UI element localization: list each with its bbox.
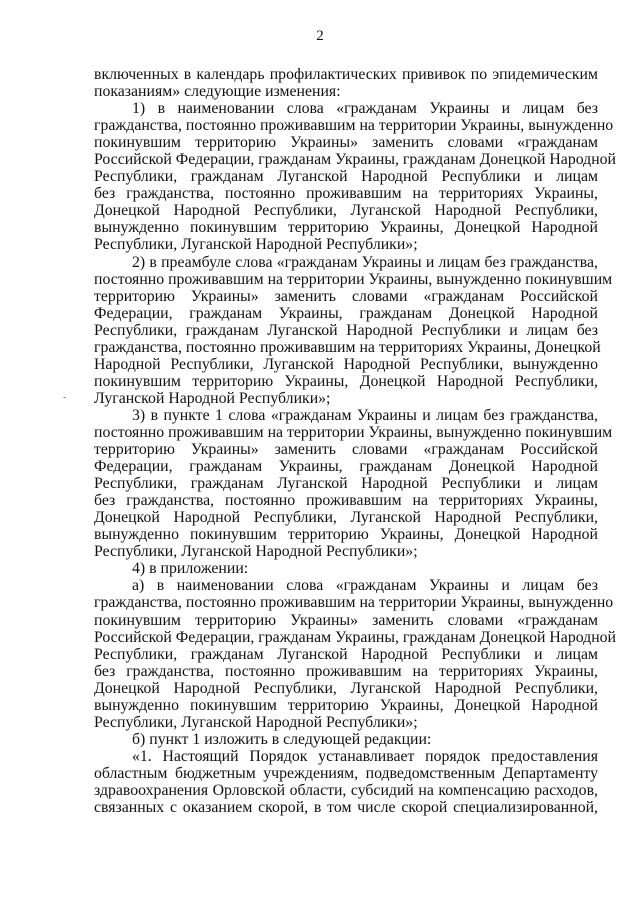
page-number: 2 [316, 28, 324, 44]
text-line: а) в наименовании слова «гражданам Украины и лицам без [132, 577, 598, 595]
text-line: вынужденно покинувшим территорию Украины, Донецкой Народной [94, 526, 598, 544]
text-line: 4) в приложении: [132, 560, 249, 578]
text-line: Республики, гражданам Луганской Народной Республики и лицам [94, 645, 598, 663]
text-line: Республики, гражданам Луганской Народной Республики и лицам [94, 475, 598, 493]
text-line: Народной Республики, Луганской Народной Республики, вынужденно [94, 355, 598, 373]
text-line: связанных с оказанием скорой, в том числе скорой специализированной, [94, 799, 598, 817]
text-line: гражданства, постоянно проживавшим на территории Украины, вынужденно [94, 117, 614, 135]
text-line: территорию Украины» заменить словами «гражданам Российской [94, 287, 598, 305]
text-line: Федерации, гражданам Украины, гражданам Донецкой Народной [94, 458, 598, 476]
text-line: территорию Украины» заменить словами «гражданам Российской [94, 441, 598, 459]
text-line: Донецкой Народной Республики, Луганской Народной Республики, [94, 202, 598, 220]
text-line: Российской Федерации, гражданам Украины, гражданам Донецкой Народной [94, 151, 616, 169]
text-line: гражданства, постоянно проживавшим на территориях Украины, Донецкой [94, 338, 601, 356]
text-line: Республики, гражданам Луганской Народной Республики и лицам [94, 168, 598, 186]
text-line: Республики, Луганской Народной Республики»; [94, 543, 418, 561]
text-line: Республики, Луганской Народной Республики»; [94, 236, 418, 254]
text-line: Российской Федерации, гражданам Украины, гражданам Донецкой Народной [94, 628, 616, 646]
text-line: показаниям» следующие изменения: [94, 83, 341, 101]
text-line: 2) в преамбуле слова «гражданам Украины и лицам без гражданства, [132, 253, 598, 271]
text-line: без гражданства, постоянно проживавшим на территориях Украины, [94, 492, 598, 510]
text-line: вынужденно покинувшим территорию Украины, Донецкой Народной [94, 696, 598, 714]
text-line: включенных в календарь профилактических прививок по эпидемическим [94, 66, 598, 83]
text-line: областным бюджетным учреждениям, подведомственным Департаменту [94, 764, 598, 782]
text-line: покинувшим территорию Украины, Донецкой Народной Республики, [94, 372, 598, 390]
text-line: «1. Настоящий Порядок устанавливает порядок предоставления [132, 747, 598, 765]
text-line: гражданства, постоянно проживавшим на территории Украины, вынужденно [94, 594, 614, 612]
text-line: 3) в пункте 1 слова «гражданам Украины и лицам без гражданства, [132, 406, 598, 424]
text-line: Республики, гражданам Луганской Народной Республики и лицам без [94, 321, 598, 339]
text-line: без гражданства, постоянно проживавшим на территориях Украины, [94, 185, 598, 203]
text-line: Донецкой Народной Республики, Луганской Народной Республики, [94, 509, 598, 527]
text-line: 1) в наименовании слова «гражданам Украины и лицам без [132, 100, 598, 118]
text-line: постоянно проживавшим на территории Украины, вынужденно покинувшим [94, 270, 613, 288]
margin-mark: - [63, 392, 67, 403]
text-line: Федерации, гражданам Украины, гражданам Донецкой Народной [94, 304, 598, 322]
text-line: Луганской Народной Республики»; [94, 389, 331, 407]
text-line: б) пункт 1 изложить в следующей редакции: [132, 730, 432, 748]
text-line: постоянно проживавшим на территории Украины, вынужденно покинувшим [94, 423, 613, 441]
text-line: покинувшим территорию Украины» заменить словами «гражданам [94, 611, 598, 629]
text-line: вынужденно покинувшим территорию Украины, Донецкой Народной [94, 219, 598, 237]
text-line: здравоохранения Орловской области, субсидий на компенсацию расходов, [94, 781, 598, 799]
text-line: без гражданства, постоянно проживавшим на территориях Украины, [94, 662, 598, 680]
document-body [94, 66, 616, 817]
text-line: покинувшим территорию Украины» заменить словами «гражданам [94, 134, 598, 152]
text-line: Донецкой Народной Республики, Луганской Народной Республики, [94, 679, 598, 697]
text-line: Республики, Луганской Народной Республики»; [94, 713, 418, 731]
